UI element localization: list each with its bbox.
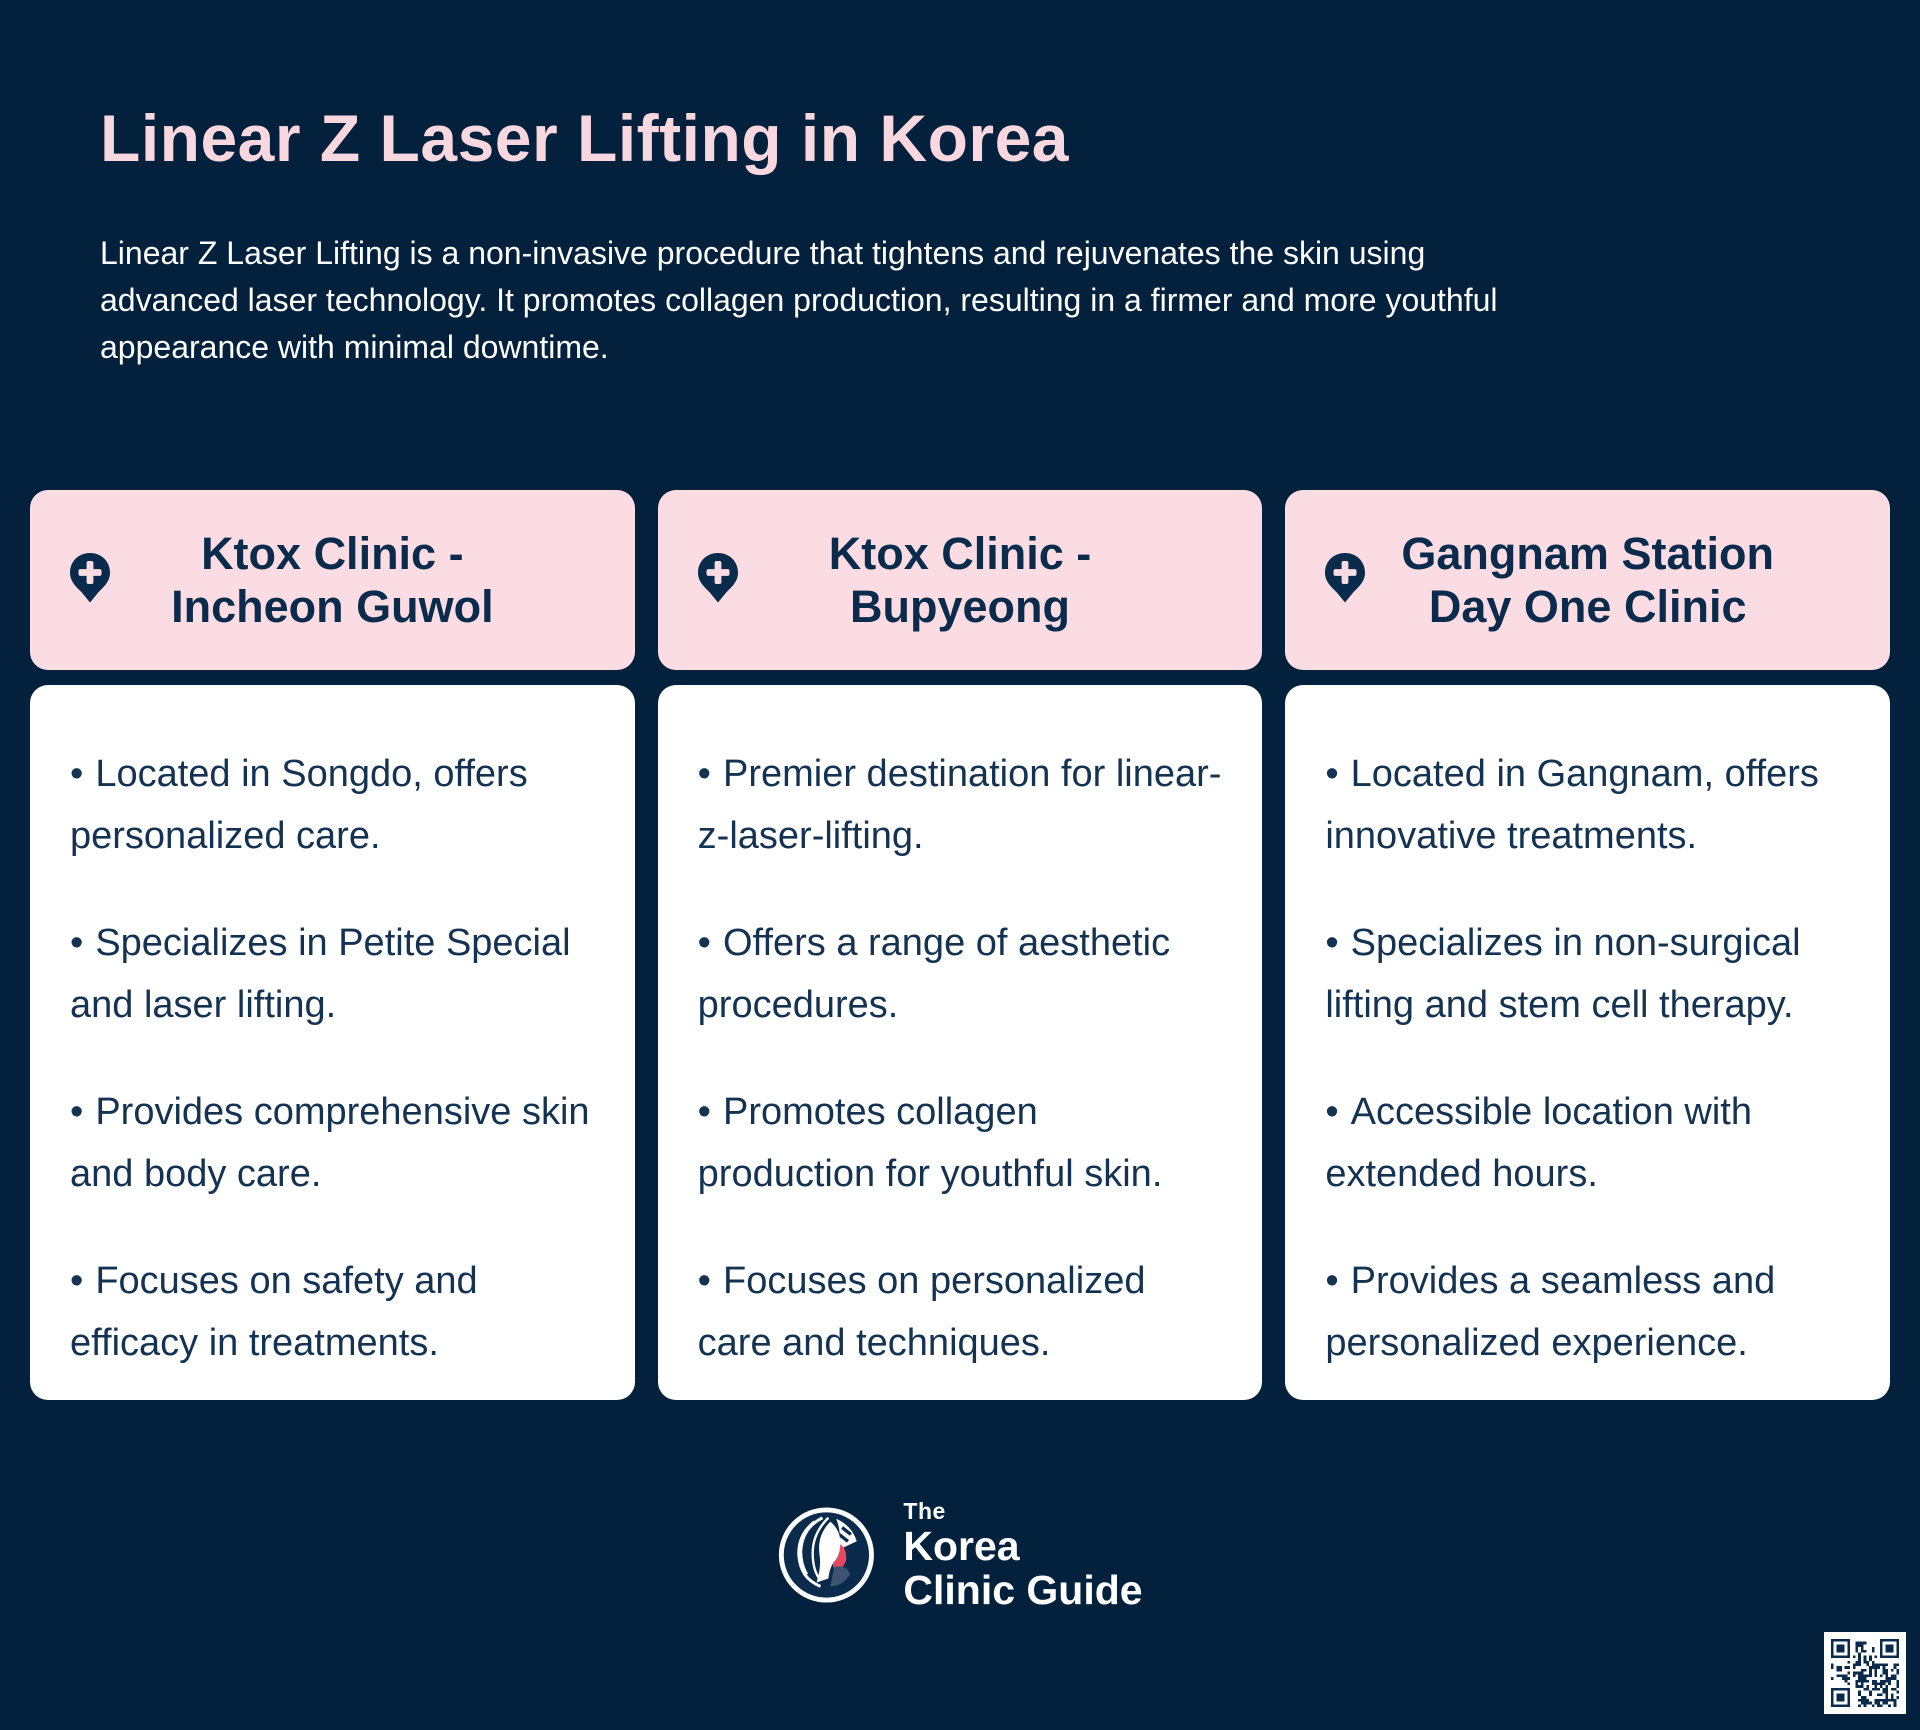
bullet-marker: • bbox=[1325, 753, 1339, 795]
clinic-bullet: • Premier destination for linear-z-laser-lifting. bbox=[697, 753, 1222, 857]
bullet-marker: • bbox=[1325, 1091, 1339, 1133]
brand-word-clinic-guide: Clinic Guide bbox=[903, 1567, 1143, 1613]
clinic-bullet: • Provides comprehensive skin and body care. bbox=[70, 1091, 590, 1195]
bullet-marker: • bbox=[70, 1091, 84, 1133]
clinic-bullet: • Accessible location with extended hours. bbox=[1325, 1091, 1752, 1195]
map-pin-plus-icon bbox=[1323, 552, 1367, 608]
bullet-marker: • bbox=[70, 753, 84, 795]
qr-code-pattern bbox=[1831, 1639, 1899, 1707]
clinic-card-bupyeong bbox=[658, 490, 1263, 1400]
bullet-marker: • bbox=[1325, 1260, 1339, 1302]
clinic-card-header bbox=[30, 490, 635, 670]
qr-code bbox=[1824, 1632, 1906, 1714]
bullet-marker: • bbox=[1325, 922, 1339, 964]
clinic-card-body bbox=[1285, 685, 1890, 1400]
brand-word-korea: Korea bbox=[903, 1523, 1020, 1569]
bullet-marker: • bbox=[70, 1260, 84, 1302]
clinic-bullet: • Provides a seamless and personalized experience. bbox=[1325, 1260, 1776, 1364]
clinic-bullet: • Focuses on safety and efficacy in treatments. bbox=[70, 1260, 478, 1364]
bullet-marker: • bbox=[697, 1091, 711, 1133]
bullet-marker: • bbox=[697, 1260, 711, 1302]
clinic-card-incheon-guwol bbox=[30, 490, 635, 1400]
brand-word-the: The bbox=[903, 1498, 946, 1524]
clinic-bullet: • Promotes collagen production for youthful skin. bbox=[697, 1091, 1163, 1195]
korea-clinic-guide-logo bbox=[777, 1506, 875, 1604]
clinic-name: Ktox Clinic - Bupyeong bbox=[828, 528, 1092, 632]
footer-brand bbox=[777, 1498, 1142, 1612]
bullet-marker: • bbox=[70, 922, 84, 964]
bullet-marker: • bbox=[697, 753, 711, 795]
clinic-card-body bbox=[658, 685, 1263, 1400]
map-pin-plus-icon bbox=[696, 552, 740, 608]
footer-brand-text bbox=[903, 1498, 1142, 1612]
clinic-card-header bbox=[1285, 490, 1890, 670]
page-title: Linear Z Laser Lifting in Korea bbox=[100, 101, 1069, 175]
clinic-card-header bbox=[658, 490, 1263, 670]
clinic-bullet: • Specializes in Petite Special and laser lifting. bbox=[70, 922, 571, 1026]
clinic-bullet: • Focuses on personalized care and techniques. bbox=[697, 1260, 1146, 1364]
clinic-card-gangnam-day-one bbox=[1285, 490, 1890, 1400]
clinic-name: Ktox Clinic - Incheon Guwol bbox=[171, 528, 494, 632]
clinic-bullet: • Offers a range of aesthetic procedures. bbox=[697, 922, 1171, 1026]
clinic-cards bbox=[30, 490, 1890, 1400]
page-description: Linear Z Laser Lifting is a non-invasive procedure that tightens and rejuvenates the skin using advanced laser technology. It promotes collagen production, resulting in a firmer and more youthful appearance with minimal downtime. bbox=[100, 235, 1498, 365]
clinic-bullet: • Located in Songdo, offers personalized care. bbox=[70, 753, 528, 857]
clinic-bullet: • Specializes in non-surgical lifting and stem cell therapy. bbox=[1325, 922, 1801, 1026]
map-pin-plus-icon bbox=[68, 552, 112, 608]
bullet-marker: • bbox=[697, 922, 711, 964]
clinic-name: Gangnam Station Day One Clinic bbox=[1401, 528, 1774, 632]
clinic-bullet: • Located in Gangnam, offers innovative treatments. bbox=[1325, 753, 1819, 857]
clinic-card-body bbox=[30, 685, 635, 1400]
